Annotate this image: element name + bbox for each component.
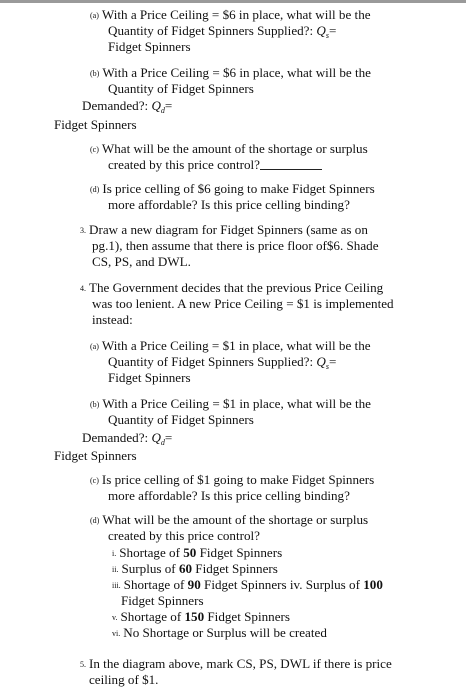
question-text: Demanded?: [82,98,152,113]
question-d-ceiling-1 [90,512,420,641]
quantity-symbol: Q [151,430,161,445]
marker: (b) [90,69,100,78]
option-number: 60 [178,561,193,576]
item-text: In the diagram above, mark CS, PS, DWL if there is price [89,656,392,671]
equals-sign: = [329,23,337,38]
item-number: 4. [80,284,86,293]
marker: (d) [90,516,100,525]
question-text: Quantity of Fidget Spinners [108,412,254,427]
demanded-line [82,98,172,114]
demanded-line [82,430,172,446]
quantity-subscript: s [325,362,329,371]
question-c-ceiling-1 [90,472,420,504]
item-text: instead: [92,312,133,327]
question-d-ceiling-6 [90,181,420,213]
question-text: Demanded?: [82,430,152,445]
option-vi[interactable] [90,625,420,641]
quantity-subscript: d [160,106,165,115]
item-number: 3. [80,226,86,235]
item-3 [80,222,414,270]
answer-unit: Fidget Spinners [108,39,191,54]
question-text: Quantity of Fidget Spinners Supplied?: [108,354,317,369]
question-text: What will be the amount of the shortage or surplus [102,512,369,527]
answer-unit: Fidget Spinners [54,117,137,132]
answer-blank[interactable] [260,158,322,170]
item-5 [80,656,420,688]
option-text: Fidget Spinners iv. Surplus of [200,577,364,592]
question-text: more affordable? Is this price celling binding? [108,197,350,212]
question-c-ceiling-6 [90,141,420,173]
option-text: Fidget Spinners [204,609,290,624]
option-marker: v. [112,613,118,622]
marker: (d) [90,185,100,194]
question-text: more affordable? Is this price celling binding? [108,488,350,503]
item-number: 5. [80,660,86,669]
item-text: The Government decides that the previous Price Ceiling [89,280,384,295]
option-number: 90 [187,577,201,592]
question-text: created by this price control? [108,528,260,543]
top-divider [0,0,466,3]
marker: (b) [90,400,100,409]
option-number: 50 [183,545,197,560]
option-marker: vi. [112,629,121,638]
equals-sign: = [164,430,173,445]
marker: (c) [90,476,99,485]
item-text: was too lenient. A new Price Ceiling = $1 is implemented [92,296,394,311]
question-text: With a Price Ceiling = $6 in place, what will be the [102,65,371,80]
equals-sign: = [164,98,173,113]
answer-unit: Fidget Spinners [54,448,137,463]
option-text: Surplus of [121,561,179,576]
option-v[interactable] [90,609,420,625]
equals-sign: = [329,354,337,369]
quantity-symbol: Q [316,354,326,369]
answer-unit: Fidget Spinners [108,370,191,385]
option-text: Shortage of [120,609,185,624]
item-4 [80,280,414,328]
question-text: With a Price Ceiling = $1 in place, what will be the [102,396,371,411]
option-ii[interactable] [90,561,420,577]
question-text: Quantity of Fidget Spinners [108,81,254,96]
option-text: Shortage of [119,545,184,560]
question-a-ceiling-6 [90,7,420,55]
option-text: No Shortage or Surplus will be created [123,625,327,640]
quantity-symbol: Q [316,23,326,38]
marker: (a) [90,342,99,351]
option-iv-continuation [90,593,420,609]
question-text: created by this price control? [108,157,260,172]
item-text: CS, PS, and DWL. [92,254,191,269]
option-iii-iv[interactable] [90,577,420,593]
option-marker: i. [112,549,117,558]
item-text: Draw a new diagram for Fidget Spinners (same as on [89,222,368,237]
marker: (c) [90,145,99,154]
quantity-symbol: Q [151,98,161,113]
option-marker: iii. [112,581,121,590]
quantity-subscript: s [325,31,329,40]
question-text: What will be the amount of the shortage or surplus [101,141,368,156]
question-text: With a Price Ceiling = $1 in place, what will be the [101,338,371,353]
option-i[interactable] [90,545,420,561]
option-number: 100 [363,577,383,592]
question-a-ceiling-1 [90,338,420,386]
question-text: Is price celling of $1 going to make Fidget Spinners [101,472,375,487]
question-b-ceiling-1 [90,396,420,428]
item-text: ceiling of $1. [89,672,159,687]
option-text: Fidget Spinners [192,561,278,576]
option-number: 150 [184,609,205,624]
option-marker: ii. [112,565,119,574]
marker: (a) [90,11,99,20]
option-text: Fidget Spinners [196,545,283,560]
question-b-ceiling-6 [90,65,420,97]
option-text: Shortage of [123,577,188,592]
item-text: pg.1), then assume that there is price floor of$6. Shade [92,238,379,253]
question-text: Quantity of Fidget Spinners Supplied?: [108,23,317,38]
question-text: With a Price Ceiling = $6 in place, what will be the [101,7,371,22]
quantity-subscript: d [160,438,165,447]
option-text: Fidget Spinners [121,593,204,608]
question-text: Is price celling of $6 going to make Fidget Spinners [102,181,375,196]
